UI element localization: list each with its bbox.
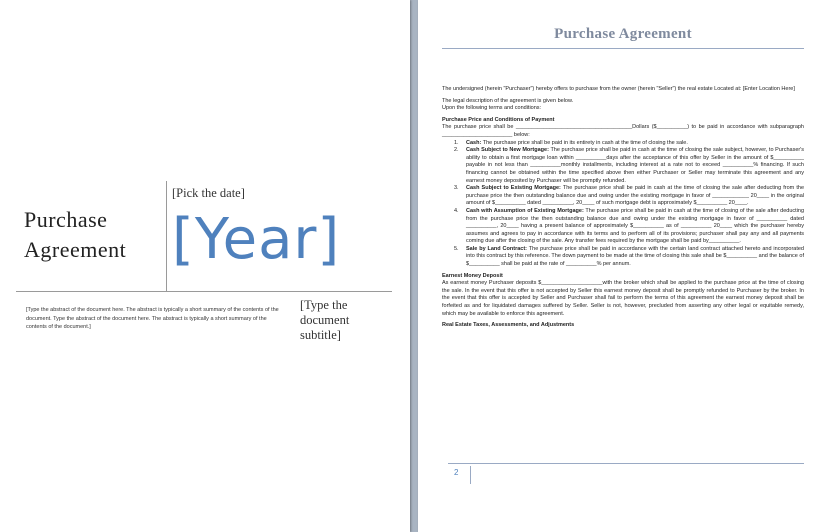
cover-title[interactable]: Purchase Agreement <box>24 207 127 262</box>
terms-intro-line: Upon the following terms and conditions: <box>442 105 542 112</box>
cover-divider-vertical <box>166 181 167 291</box>
year-placeholder[interactable]: [Year] <box>172 207 341 272</box>
agreement-body[interactable] <box>442 86 804 330</box>
purchase-price-line: The purchase price shall be ______________________________________Dollars ($__________) to be paid in accordance with subparagraph _______________________ below: <box>442 124 804 138</box>
section-heading-earnest-money: Earnest Money Deposit <box>442 272 503 279</box>
list-item <box>442 147 804 185</box>
page-number: 2 <box>454 468 459 477</box>
list-item-number: 5. <box>454 245 459 252</box>
legal-description-line: The legal description of the agreement is given below. <box>442 97 574 104</box>
title-underline <box>442 48 804 49</box>
list-item-number: 1. <box>454 139 459 146</box>
list-item-label: Cash Subject to New Mortgage: <box>466 147 549 154</box>
list-item-text: The purchase price shall be paid in cash at the time of closing the sale subject, however, to Purchaser's ability to obtain a first mortgage loan within __________days after the acceptance of this offer by Seller in the amount of $__________ payable in not less than __________monthly installments, including interest at a rate not to exceed __________% financing. If such financing cannot be obtained within the time specified above then either Purchaser or Seller may terminate this agreement and any earnest money deposited by Purchaser will be promptly refunded. <box>466 147 805 184</box>
list-item <box>442 208 804 246</box>
intro-paragraph: The undersigned (herein "Purchaser") hereby offers to purchase from the owner (herein "Seller") the real estate Located at: [Enter Location Here] <box>442 86 795 92</box>
page-title[interactable]: Purchase Agreement <box>554 26 692 42</box>
earnest-money-paragraph: As earnest money Purchaser deposits $____________________with the broker which shall be applied to the purchase price at the time of closing the sale. In the event that this offer is not accepted by Seller this earnest money deposit shall be promptly refunded to Purchaser by the broker. In the event that this offer is accepted by Seller and Purchaser shall fail to perform the terms of this agreement the earnest money deposit shall be forfeited as and for liquidated damages suffered by Seller. Seller is not, however, precluded from asserting any other legal or equitable remedy, which may be available to enforce this agreement. <box>442 280 804 317</box>
list-item-text: The purchase price shall be paid in accordance with the certain land contract attached hereto and incorporated into this contract by this reference. The down payment to be made at the time of closing this sale shall be $__________ and the balance of $__________ shall be paid at the rate of __________% per annum. <box>466 245 804 268</box>
list-item-label: Cash with Assumption of Existing Mortgage: <box>466 207 584 214</box>
cover-page <box>0 0 410 532</box>
section-heading-taxes: Real Estate Taxes, Assessments, and Adjustments <box>442 322 575 329</box>
list-item-label: Sale by Land Contract: <box>466 245 527 252</box>
abstract-placeholder[interactable]: [Type the abstract of the document here. The abstract is typically a short summary of the contents of the document. Type the abstract of the document here. The abstract is typically a short summary of the contents of the document.] <box>26 307 279 330</box>
list-item-label: Cash Subject to Existing Mortgage: <box>466 185 561 192</box>
list-item <box>442 246 804 269</box>
list-item <box>442 185 804 208</box>
date-picker-placeholder[interactable]: [Pick the date] <box>172 186 245 200</box>
agreement-page <box>418 0 828 532</box>
list-item <box>442 140 804 148</box>
list-item-number: 3. <box>454 185 459 192</box>
cover-divider-horizontal <box>16 291 392 292</box>
subtitle-placeholder[interactable]: [Type the document subtitle] <box>300 298 350 342</box>
list-item-text: The purchase price shall be paid in cash at the time of closing the sale after deducting from the purchase price the then outstanding balance due and owing under the existing mortgage in favor of ____________ 20____ in the original amount of $__________ dated __________, 20____ of such mortgage debt is approximately $__________ 20____. <box>466 185 805 207</box>
footer-divider <box>448 463 804 464</box>
list-item-number: 2. <box>454 147 459 154</box>
list-item-label: Cash: <box>466 139 482 146</box>
footer-page-separator <box>470 466 471 484</box>
list-item-text: The purchase price shall be paid in its entirety in cash at the time of closing the sale. <box>481 139 688 146</box>
list-item-text: The purchase price shall be paid in cash at the time of closing of the sale after deducting from the purchase price the then outstanding balance due and owing under the existing mortgage in favor of __________ dated __________, 20____ having a present balance of approximately $__________ as of __________ 20____ which the purchaser hereby assumes and agrees to pay in accordance with its terms and to perform all of its provisions; purchaser shall pay any and all payments coming due after the closing of the sale. Any transfer fees required by the mortgage shall be paid by__________. <box>466 207 805 245</box>
section-heading-payment: Purchase Price and Conditions of Payment <box>442 116 555 123</box>
payment-options-list <box>442 140 804 269</box>
list-item-number: 4. <box>454 207 459 214</box>
